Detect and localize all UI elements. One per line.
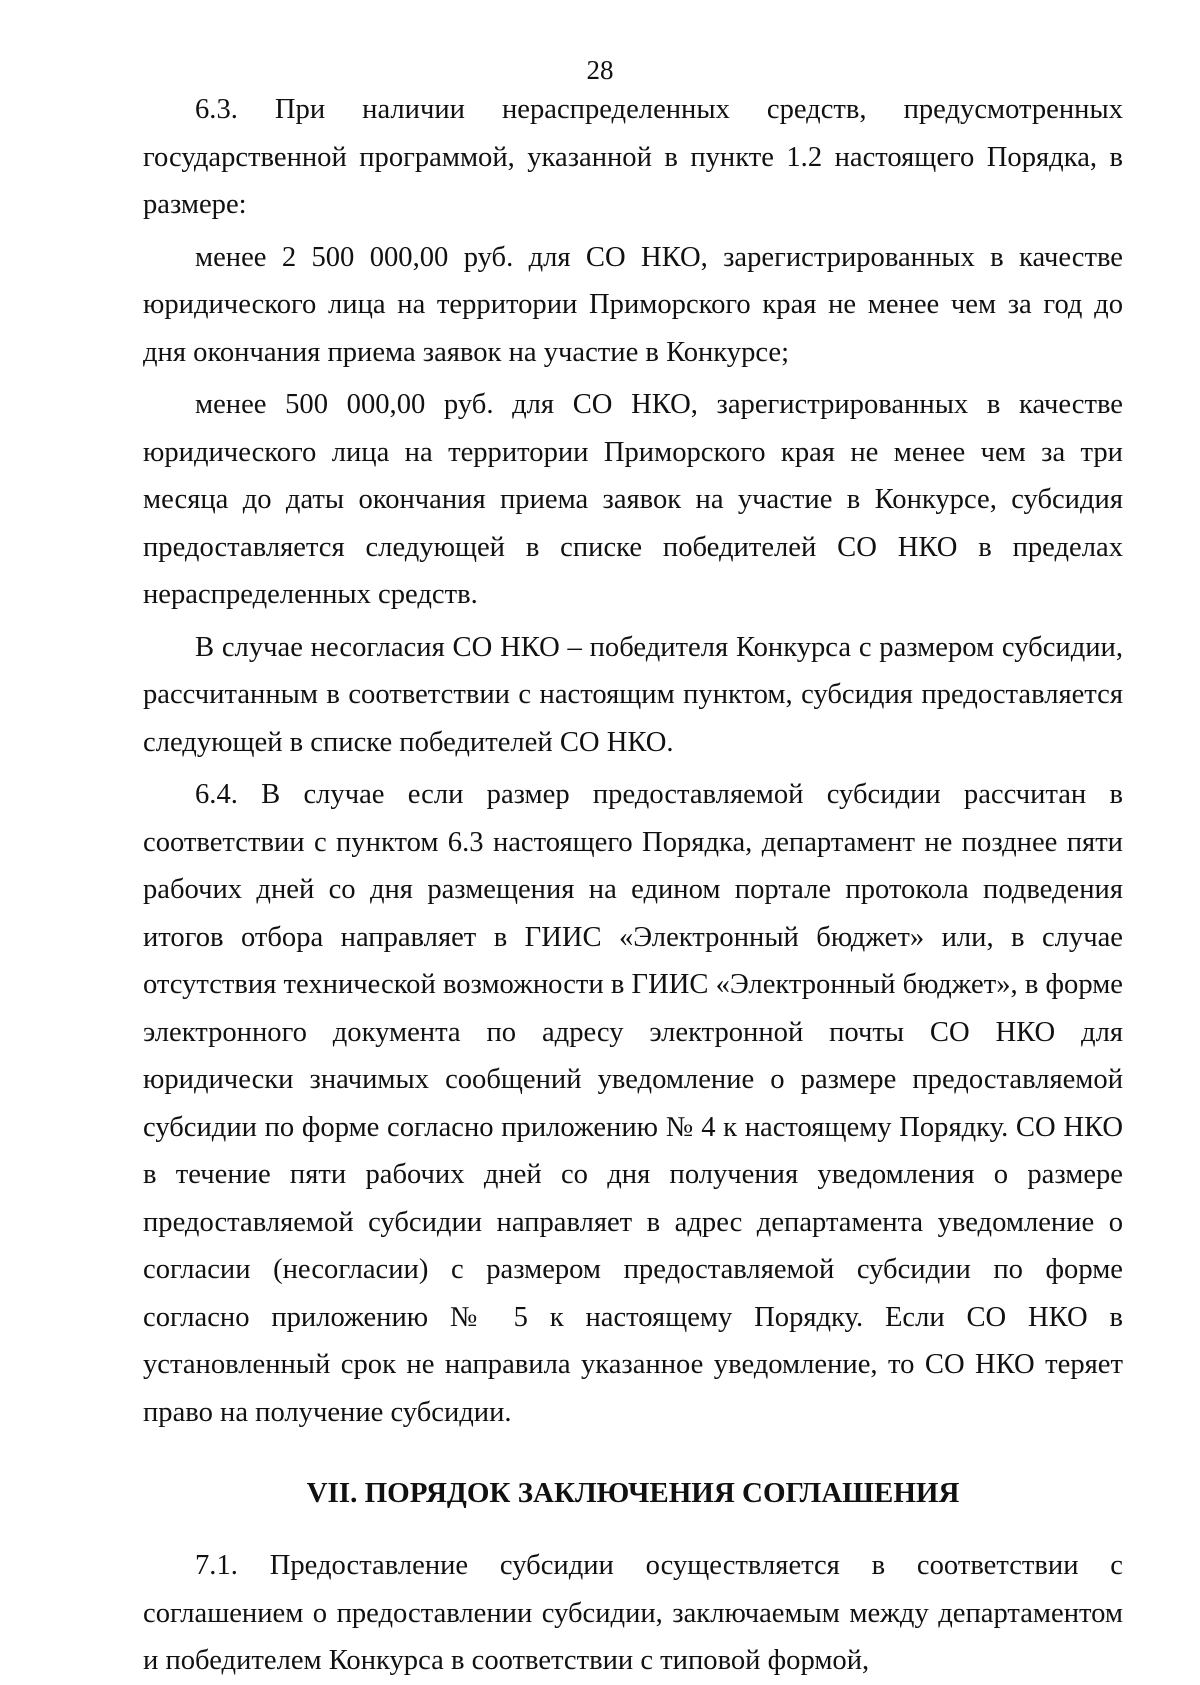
paragraph-6-3-intro: 6.3. При наличии нераспределенных средств, предусмотренных государственной программой, указанной в пункте 1.2 настоящего Порядка, в размере:: [143, 94, 1123, 220]
paragraph-less-than-500000: менее 500 000,00 руб. для СО НКО, зарегистрированных в качестве юридического лица на территории Приморского края не менее чем за три месяца до даты окончания приема заявок на участие в Конкурсе, субсидия предоставляется следующей в списке победителей СО НКО в пределах нераспределенных средств.: [143, 389, 1123, 610]
paragraph-7-1: 7.1. Предоставление субсидии осуществляется в соответствии с соглашением о предоставлении субсидии, заключаемым между департаментом и победителем Конкурса в соответствии с типовой формой,: [143, 1550, 1123, 1676]
paragraph-6-4: 6.4. В случае если размер предоставляемой субсидии рассчитан в соответствии с пунктом 6.3 настоящего Порядка, департамент не позднее пяти рабочих дней со дня размещения на едином портале протокола подведения итогов отбора направляет в ГИИС «Электронный бюджет» или, в случае отсутствия технической возможности в ГИИС «Электронный бюджет», в форме электронного документа по адресу электронной почты СО НКО для юридически значимых сообщений уведомление о размере предоставляемой субсидии по форме согласно приложению № 4 к настоящему Порядку. СО НКО в течение пяти рабочих дней со дня получения уведомления о размере предоставляемой субсидии направляет в адрес департамента уведомление о согласии (несогласии) с размером предоставляемой субсидии по форме согласно приложению № 5 к настоящему Порядку. Если СО НКО в установленный срок не направила указанное уведомление, то СО НКО теряет право на получение субсидии.: [143, 779, 1123, 1428]
paragraph-less-than-2500000: менее 2 500 000,00 руб. для СО НКО, зарегистрированных в качестве юридического лица на территории Приморского края не менее чем за год до дня окончания приема заявок на участие в Конкурсе;: [143, 241, 1123, 368]
section-heading: VII. ПОРЯДОК ЗАКЛЮЧЕНИЯ СОГЛАШЕНИЯ: [306, 1477, 960, 1509]
page-number: 28: [586, 55, 614, 85]
document-body: [143, 86, 1123, 1685]
paragraph-disagreement: В случае несогласия СО НКО – победителя Конкурса с размером субсидии, рассчитанным в соответствии с настоящим пунктом, субсидия предоставляется следующей в списке победителей СО НКО.: [143, 631, 1123, 758]
